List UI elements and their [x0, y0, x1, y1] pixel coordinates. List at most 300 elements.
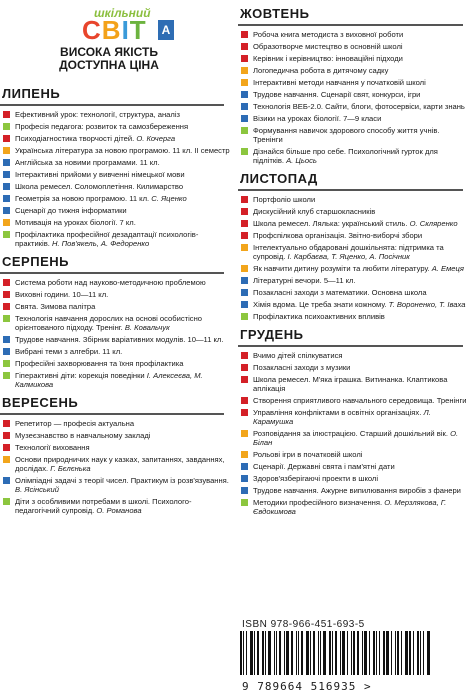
item-title: Рольові ігри в початковій школі — [253, 450, 363, 459]
item-text — [253, 288, 469, 297]
catalog-item — [241, 30, 469, 39]
color-square-icon — [241, 220, 248, 227]
item-title: Основи природничих наук у казках, запитаннях, завданнях, дослідах. — [15, 455, 225, 473]
item-text — [15, 110, 230, 119]
right-sections — [238, 6, 469, 516]
catalog-item — [241, 195, 469, 204]
month-title: ЛИПЕНЬ — [2, 86, 61, 101]
catalog-item — [241, 54, 469, 63]
item-title: Музеєзнавство в навчальному закладі — [15, 431, 151, 440]
barcode-bar — [427, 631, 430, 675]
item-author: Н. Пов'якель, А. Федоренко — [51, 239, 150, 248]
item-author: О. Білан — [253, 429, 459, 447]
item-author: О. Кочерга — [136, 134, 176, 143]
item-text — [253, 276, 469, 285]
color-square-icon — [3, 159, 10, 166]
item-title: Трудове навчання. Сценарії свят, конкурси, ігри — [253, 90, 421, 99]
barcode-bar — [246, 631, 247, 675]
catalog-item — [3, 314, 230, 332]
item-text — [253, 147, 469, 165]
color-square-icon — [3, 123, 10, 130]
catalog-item — [3, 347, 230, 356]
item-title: Технологія ВЕБ-2.0. Сайти, блоги, фотосервіси, карти знань — [253, 102, 465, 111]
item-title: Професійні захворювання та їхня профілактика — [15, 359, 184, 368]
color-square-icon — [241, 463, 248, 470]
item-text — [253, 486, 469, 495]
item-author: В. Ковальчук — [124, 323, 170, 332]
barcode-bar — [379, 631, 380, 675]
barcode-bar — [274, 631, 275, 675]
item-text — [15, 206, 230, 215]
barcode-bar — [397, 631, 399, 675]
item-text — [15, 302, 230, 311]
item-title: Здоров'язберігаючі проекти в школі — [253, 474, 379, 483]
color-square-icon — [3, 432, 10, 439]
item-text — [253, 231, 469, 240]
item-text — [15, 146, 230, 155]
catalog-item — [241, 363, 469, 372]
item-title: Літературні вечори. 5—11 кл. — [253, 276, 356, 285]
item-title: Психодіагностика творчості дітей. — [15, 134, 135, 143]
item-text — [15, 371, 230, 389]
item-title: Виховні години. 10—11 кл. — [15, 290, 109, 299]
color-square-icon — [3, 498, 10, 505]
section-divider — [238, 189, 463, 191]
color-square-icon — [241, 430, 248, 437]
logo-badge: А — [158, 20, 174, 40]
item-text — [253, 375, 469, 393]
catalog-item — [3, 218, 230, 227]
item-text — [15, 158, 230, 167]
catalog-item — [241, 486, 469, 495]
barcode-bar — [362, 631, 363, 675]
catalog-item — [3, 335, 230, 344]
catalog-item — [3, 371, 230, 389]
catalog-item — [3, 230, 230, 248]
item-text — [253, 102, 469, 111]
item-text — [253, 300, 469, 309]
color-square-icon — [241, 289, 248, 296]
color-square-icon — [3, 147, 10, 154]
color-square-icon — [3, 303, 10, 310]
logo-letter: С — [82, 15, 102, 45]
catalog-item — [3, 302, 230, 311]
item-title: Управління конфліктами в освітніх організаціях. — [253, 408, 422, 417]
color-square-icon — [3, 195, 10, 202]
color-square-icon — [3, 291, 10, 298]
item-text — [15, 170, 230, 179]
barcode-bar — [323, 631, 326, 675]
item-author: А. Цьось — [286, 156, 317, 165]
barcode-bar — [373, 631, 375, 675]
catalog-item — [241, 288, 469, 297]
left-column — [0, 0, 230, 518]
item-title: Вибрані теми з алгебри. 11 кл. — [15, 347, 123, 356]
barcode — [240, 631, 462, 675]
item-title: Ефективний урок: технології, структура, аналіз — [15, 110, 181, 119]
catalog-item — [3, 419, 230, 428]
catalog-item — [3, 476, 230, 494]
item-text — [15, 431, 230, 440]
catalog-item — [3, 206, 230, 215]
item-text — [15, 335, 230, 344]
color-square-icon — [241, 67, 248, 74]
item-author: А. Емеця — [431, 264, 464, 273]
color-square-icon — [241, 196, 248, 203]
logo-title — [82, 16, 147, 44]
color-square-icon — [3, 183, 10, 190]
color-square-icon — [3, 456, 10, 463]
item-author: О. Романова — [96, 506, 142, 515]
catalog-item — [3, 443, 230, 452]
item-text — [253, 396, 469, 405]
item-title: Візики на уроках біології. 7—9 класи — [253, 114, 382, 123]
catalog-item — [241, 78, 469, 87]
month-title: ЖОВТЕНЬ — [240, 6, 310, 21]
barcode-bar — [357, 631, 359, 675]
color-square-icon — [241, 364, 248, 371]
barcode-bar — [376, 631, 377, 675]
item-title: Школа ремесел. М'яка іграшка. Витинанка. Клаптикова аплікація — [253, 375, 448, 393]
item-title: Система роботи над науково-методичною проблемою — [15, 278, 206, 287]
item-text — [253, 54, 469, 63]
catalog-item — [3, 290, 230, 299]
item-title: Професія педагога: розвиток та самозбереження — [15, 122, 189, 131]
item-text — [253, 243, 469, 261]
barcode-bar — [353, 631, 355, 675]
item-author: І. Алексеєва, М. Калмикова — [15, 371, 203, 389]
month-title: СЕРПЕНЬ — [2, 254, 69, 269]
item-text — [15, 134, 230, 143]
barcode-number: 9 789664 516935 > — [242, 680, 372, 693]
item-title: Профілактика професійної дезадаптації психологів-практиків. — [15, 230, 199, 248]
color-square-icon — [241, 31, 248, 38]
color-square-icon — [241, 232, 248, 239]
item-title: Англійська за новими програмами. 11 кл. — [15, 158, 160, 167]
item-text — [253, 462, 469, 471]
item-text — [253, 498, 469, 516]
barcode-bar — [243, 631, 244, 675]
barcode-bar — [420, 631, 421, 675]
item-title: Хімія вдома. Це треба знати кожному. — [253, 300, 387, 309]
barcode-bar — [335, 631, 337, 675]
color-square-icon — [241, 301, 248, 308]
catalog-item — [3, 278, 230, 287]
barcode-bar — [240, 631, 242, 675]
item-title: Формування навичок здорового способу життя учнів. Тренінги — [253, 126, 440, 144]
catalog-item — [241, 231, 469, 240]
item-title: Позакласні заходи з математики. Основна школа — [253, 288, 427, 297]
catalog-item — [241, 126, 469, 144]
logo-letter: Т — [129, 15, 147, 45]
item-text — [15, 497, 230, 515]
barcode-bar — [254, 631, 255, 675]
month-section — [238, 171, 469, 321]
item-text — [15, 278, 230, 287]
barcode-bar — [401, 631, 402, 675]
color-square-icon — [241, 79, 248, 86]
catalog-item — [241, 147, 469, 165]
month-section — [0, 254, 230, 389]
item-title: Гіперактивні діти: корекція поведінки — [15, 371, 145, 380]
section-divider — [0, 413, 224, 415]
logo-letter: І — [121, 15, 130, 45]
color-square-icon — [241, 55, 248, 62]
section-divider — [238, 345, 463, 347]
item-text — [15, 230, 230, 248]
barcode-bar — [265, 631, 266, 675]
item-text — [253, 30, 469, 39]
item-text — [253, 351, 469, 360]
item-text — [253, 90, 469, 99]
color-square-icon — [3, 279, 10, 286]
barcode-bar — [340, 631, 341, 675]
item-title: Сценарії до тижня інформатики — [15, 206, 127, 215]
item-text — [253, 78, 469, 87]
color-square-icon — [241, 103, 248, 110]
catalog-item — [3, 182, 230, 191]
color-square-icon — [241, 148, 248, 155]
catalog-item — [3, 431, 230, 440]
barcode-bar — [306, 631, 309, 675]
catalog-item — [241, 498, 469, 516]
color-square-icon — [3, 336, 10, 343]
item-title: Сценарії. Державні свята і пам'ятні дати — [253, 462, 395, 471]
color-square-icon — [3, 444, 10, 451]
item-title: Школа ремесел. Соломоплетіння. Килимарство — [15, 182, 184, 191]
catalog-item — [241, 102, 469, 111]
item-author: С. Яценко — [151, 194, 187, 203]
logo-word: шкільний — [94, 6, 151, 20]
right-column — [238, 0, 469, 519]
barcode-bar — [257, 631, 259, 675]
color-square-icon — [241, 91, 248, 98]
item-author: В. Ясінський — [15, 485, 59, 494]
catalog-item — [241, 243, 469, 261]
barcode-bar — [395, 631, 396, 675]
barcode-bar — [284, 631, 285, 675]
catalog-item — [241, 312, 469, 321]
item-text — [253, 219, 469, 228]
catalog-item — [241, 474, 469, 483]
item-title: Керівник і керівництво: інноваційні підходи — [253, 54, 403, 63]
barcode-bar — [417, 631, 419, 675]
item-text — [253, 363, 469, 372]
item-title: Профспілкова організація. Звітно-виборчі збори — [253, 231, 423, 240]
item-title: Образотворче мистецтво в основній школі — [253, 42, 403, 51]
item-author: Т. Вороненко, Т. Іваха — [388, 300, 466, 309]
catalog-item — [241, 276, 469, 285]
color-square-icon — [241, 127, 248, 134]
item-text — [253, 474, 469, 483]
item-title: Репетитор — професія актуальна — [15, 419, 135, 428]
barcode-bar — [347, 631, 348, 675]
item-text — [253, 66, 469, 75]
barcode-bar — [409, 631, 411, 675]
item-text — [15, 419, 230, 428]
color-square-icon — [3, 477, 10, 484]
item-text — [15, 194, 230, 203]
catalog-item — [241, 219, 469, 228]
item-title: Мотивація на уроках біології. 7 кл. — [15, 218, 136, 227]
month-title: ВЕРЕСЕНЬ — [2, 395, 79, 410]
item-text — [15, 182, 230, 191]
catalog-item — [241, 375, 469, 393]
barcode-bar — [291, 631, 293, 675]
item-author: І. Карбаєва, Т. Яценко, А. Посічник — [287, 252, 410, 261]
item-text — [253, 429, 469, 447]
barcode-bar — [310, 631, 311, 675]
tagline-line: ВИСОКА ЯКІСТЬ — [60, 45, 158, 59]
catalog-item — [241, 66, 469, 75]
barcode-bar — [342, 631, 345, 675]
barcode-bar — [262, 631, 264, 675]
color-square-icon — [3, 372, 10, 379]
barcode-bar — [329, 631, 331, 675]
catalog-item — [3, 455, 230, 473]
color-square-icon — [241, 208, 248, 215]
item-title: Вчимо дітей спілкуватися — [253, 351, 343, 360]
section-divider — [238, 24, 463, 26]
color-square-icon — [241, 244, 248, 251]
color-square-icon — [241, 376, 248, 383]
item-title: Інтерактивні методи навчання у початковій школі — [253, 78, 426, 87]
color-square-icon — [241, 475, 248, 482]
item-text — [15, 122, 230, 131]
item-title: Розповідання за ілюстрацією. Старший дошкільний вік. — [253, 429, 448, 438]
tagline — [34, 46, 184, 72]
catalog-item — [241, 408, 469, 426]
barcode-bar — [298, 631, 299, 675]
catalog-item — [241, 462, 469, 471]
catalog-item — [3, 146, 230, 155]
item-title: Технологія навчання дорослих на основі особистісно орієнтованого підходу. Тренінг. — [15, 314, 202, 332]
item-text — [253, 264, 469, 273]
month-section — [0, 395, 230, 515]
item-text — [15, 314, 230, 332]
catalog-item — [241, 90, 469, 99]
item-title: Дискусійний клуб старшокласників — [253, 207, 376, 216]
barcode-bar — [279, 631, 281, 675]
barcode-bar — [268, 631, 271, 675]
barcode-bar — [276, 631, 277, 675]
color-square-icon — [241, 397, 248, 404]
item-title: Українська література за новою програмою. 11 кл. ІІ семестр — [15, 146, 230, 155]
barcode-bar — [369, 631, 370, 675]
color-square-icon — [3, 219, 10, 226]
item-author: Л. Карамушка — [253, 408, 431, 426]
isbn-label: ISBN 978-966-451-693-5 — [242, 619, 365, 630]
item-title: Олімпіадні задачі з теорії чисел. Практикум із розв'язування. — [15, 476, 229, 485]
month-title: ГРУДЕНЬ — [240, 327, 304, 342]
catalog-item — [3, 134, 230, 143]
item-text — [253, 312, 469, 321]
catalog-item — [241, 264, 469, 273]
barcode-bar — [351, 631, 352, 675]
month-section — [238, 6, 469, 165]
item-author: О. Скляренко — [409, 219, 458, 228]
color-square-icon — [241, 115, 248, 122]
barcode-bar — [391, 631, 392, 675]
item-text — [253, 42, 469, 51]
item-title: Інтерактивні прийоми у вивченні німецької мови — [15, 170, 185, 179]
catalog-item — [241, 450, 469, 459]
item-title: Логопедична робота в дитячому садку — [253, 66, 389, 75]
item-text — [15, 476, 230, 494]
month-title: ЛИСТОПАД — [240, 171, 318, 186]
color-square-icon — [3, 348, 10, 355]
item-text — [15, 347, 230, 356]
catalog-item — [241, 351, 469, 360]
item-title: Створення сприятливого навчального середовища. Тренінги — [253, 396, 467, 405]
color-square-icon — [241, 451, 248, 458]
catalog-item — [241, 429, 469, 447]
barcode-bar — [320, 631, 321, 675]
item-author: О. Мерзлякова, Г. Євдокимова — [253, 498, 447, 516]
catalog-item — [3, 497, 230, 515]
barcode-bar — [286, 631, 289, 675]
color-square-icon — [3, 231, 10, 238]
item-author: Г. Бєлєнька — [50, 464, 91, 473]
item-title: Геометрія за новою програмою. 11 кл. — [15, 194, 150, 203]
catalog-item — [241, 300, 469, 309]
item-text — [15, 359, 230, 368]
color-square-icon — [241, 313, 248, 320]
barcode-bar — [413, 631, 414, 675]
item-title: Портфоліо школи — [253, 195, 316, 204]
item-text — [253, 408, 469, 426]
catalog-item — [3, 110, 230, 119]
item-text — [253, 207, 469, 216]
barcode-bar — [296, 631, 297, 675]
item-text — [253, 114, 469, 123]
barcode-bar — [364, 631, 367, 675]
color-square-icon — [3, 207, 10, 214]
item-text — [253, 126, 469, 144]
color-square-icon — [241, 43, 248, 50]
catalog-item — [3, 194, 230, 203]
color-square-icon — [241, 277, 248, 284]
catalog-item — [3, 359, 230, 368]
color-square-icon — [3, 315, 10, 322]
color-square-icon — [241, 409, 248, 416]
item-text — [15, 218, 230, 227]
color-square-icon — [3, 360, 10, 367]
barcode-bar — [313, 631, 315, 675]
color-square-icon — [3, 420, 10, 427]
barcode-bar — [386, 631, 389, 675]
item-title: Позакласні заходи з музики — [253, 363, 351, 372]
logo — [82, 6, 172, 46]
item-text — [15, 443, 230, 452]
barcode-bar — [318, 631, 319, 675]
color-square-icon — [3, 111, 10, 118]
item-title: Свята. Зимова палітра — [15, 302, 96, 311]
color-square-icon — [241, 352, 248, 359]
item-text — [15, 455, 230, 473]
item-title: Профілактика психоактивних впливів — [253, 312, 385, 321]
barcode-bar — [405, 631, 408, 675]
section-divider — [0, 272, 224, 274]
catalog-item — [241, 42, 469, 51]
item-text — [253, 450, 469, 459]
barcode-bar — [332, 631, 333, 675]
color-square-icon — [3, 171, 10, 178]
item-title: Інтелектуально обдаровані дошкільнята: підтримка та супровід. — [253, 243, 444, 261]
color-square-icon — [241, 499, 248, 506]
item-text — [253, 195, 469, 204]
month-section — [238, 327, 469, 516]
